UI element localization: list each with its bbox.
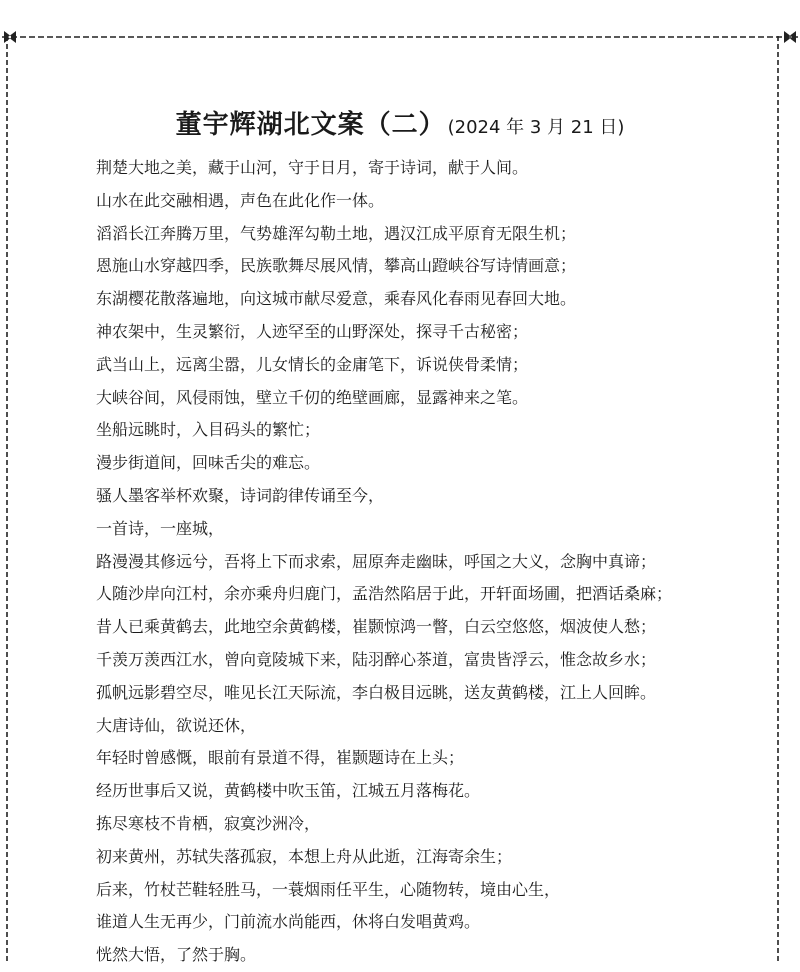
text-line: 昔人已乘黄鹤去，此地空余黄鹤楼，崔颢惊鸿一瞥，白云空悠悠，烟波使人愁； [96, 617, 657, 637]
text-line: 大唐诗仙，欲说还休， [96, 715, 257, 735]
text-line: 坐船远眺时，入目码头的繁忙； [96, 420, 321, 440]
text-line: 荆楚大地之美，藏于山河，守于日月，寄于诗词，献于人间。 [96, 158, 529, 177]
text-line: 骚人墨客举杯欢聚，诗词韵律传诵至今， [96, 485, 385, 505]
document-date: (2024 年 3 月 21 日) [447, 117, 625, 138]
text-line: 神农架中，生灵繁衍，人迹罕至的山野深处，探寻千古秘密； [96, 321, 529, 341]
text-line: 后来，竹杖芒鞋轻胜马，一蓑烟雨任平生，心随物转，境由心生， [96, 879, 561, 899]
decorative-border-right [773, 36, 783, 961]
document-body [96, 152, 766, 972]
text-line: 千羡万羡西江水，曾向竟陵城下来，陆羽醉心茶道，富贵皆浮云，惟念故乡水； [96, 649, 657, 669]
title-line [0, 104, 800, 141]
text-line: 漫步街道间，回味舌尖的难忘。 [96, 453, 321, 473]
text-line: 大峡谷间，风侵雨蚀，壁立千仞的绝壁画廊，显露神来之笔。 [96, 387, 529, 407]
text-line: 东湖樱花散落遍地，向这城市献尽爱意，乘春风化春雨见春回大地。 [96, 289, 577, 309]
text-line: 拣尽寒枝不肯栖，寂寞沙洲冷， [96, 813, 321, 833]
text-line: 恍然大悟，了然于胸。 [96, 945, 257, 965]
text-line: 路漫漫其修远兮，吾将上下而求索，屈原奔走幽昧，呼国之大义，念胸中真谛； [96, 551, 657, 571]
text-line: 人随沙岸向江村，余亦乘舟归鹿门，孟浩然陷居于此，开轩面场圃，把酒话桑麻； [96, 584, 673, 604]
text-line: 谁道人生无再少，门前流水尚能西，休将白发唱黄鸡。 [96, 912, 481, 932]
text-line: 经历世事后又说，黄鹤楼中吹玉笛，江城五月落梅花。 [96, 781, 481, 801]
text-line: 年轻时曾感慨，眼前有景道不得，崔颢题诗在上头； [96, 748, 465, 768]
document-title: 董宇辉湖北文案（二） [175, 110, 446, 140]
text-line: 初来黄州，苏轼失落孤寂，本想上舟从此逝，江海寄余生； [96, 846, 513, 866]
text-line: 孤帆远影碧空尽，唯见长江天际流，李白极目远眺，送友黄鹤楼，江上人回眸。 [96, 682, 657, 702]
decorative-border-left [2, 36, 12, 961]
text-line: 武当山上，远离尘嚣，儿女情长的金庸笔下，诉说侠骨柔情； [96, 354, 529, 374]
decorative-border-top [2, 30, 798, 44]
text-line: 滔滔长江奔腾万里，气势雄浑勾勒土地，遇汉江成平原育无限生机； [96, 223, 577, 243]
text-line: 恩施山水穿越四季，民族歌舞尽展风情，攀高山蹬峡谷写诗情画意； [96, 256, 577, 276]
text-line: 山水在此交融相遇，声色在此化作一体。 [96, 190, 385, 210]
text-line: 一首诗，一座城， [96, 518, 225, 538]
